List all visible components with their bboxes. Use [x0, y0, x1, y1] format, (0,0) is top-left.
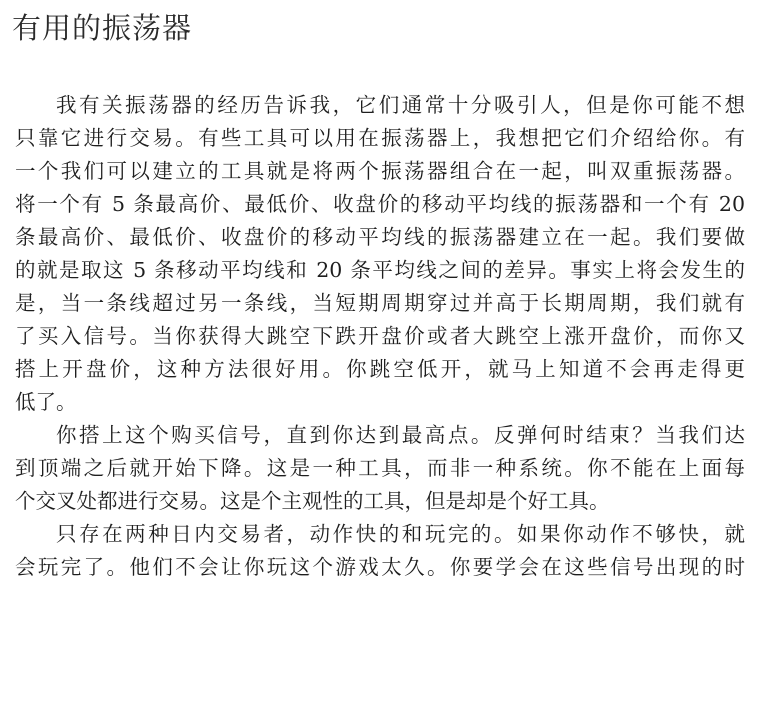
paragraph-line: 只靠它进行交易。有些工具可以用在振荡器上，我想把它们介绍给你。有: [15, 126, 745, 150]
paragraph-line: 我有关振荡器的经历告诉我，它们通常十分吸引人，但是你可能不想: [56, 93, 745, 117]
paragraph-line: 你搭上这个购买信号，直到你达到最高点。反弹何时结束？当我们达: [56, 423, 745, 447]
paragraph-line: 会玩完了。他们不会让你玩这个游戏太久。你要学会在这些信号出现的时: [15, 555, 745, 579]
paragraph-line: 条最高价、最低价、收盘价的移动平均线的振荡器建立在一起。我们要做: [15, 225, 745, 249]
paragraph-2: [15, 419, 745, 518]
paragraph-line: 一个我们可以建立的工具就是将两个振荡器组合在一起，叫双重振荡器。: [15, 159, 745, 183]
paragraph-line: 低了。: [15, 390, 77, 414]
page-title: 有用的振荡器: [12, 11, 193, 45]
paragraph-line: 是，当一条线超过另一条线，当短期周期穿过并高于长期周期，我们就有: [15, 291, 745, 315]
paragraph-line: 只存在两种日内交易者，动作快的和玩完的。如果你动作不够快，就: [56, 522, 745, 546]
paragraph-line: 搭上开盘价，这种方法很好用。你跳空低开，就马上知道不会再走得更: [15, 357, 745, 381]
paragraph-3: [15, 518, 745, 584]
paragraph-line: 将一个有 5 条最高价、最低价、收盘价的移动平均线的振荡器和一个有 20: [15, 192, 745, 216]
paragraph-line: 个交叉处都进行交易。这是个主观性的工具，但是却是个好工具。: [15, 489, 610, 513]
body-text: [15, 89, 745, 584]
paragraph-line: 了买入信号。当你获得大跳空下跌开盘价或者大跳空上涨开盘价，而你又: [15, 324, 745, 348]
paragraph-line: 的就是取这 5 条移动平均线和 20 条平均线之间的差异。事实上将会发生的: [15, 258, 745, 282]
paragraph-1: [15, 89, 745, 419]
paragraph-line: 到顶端之后就开始下降。这是一种工具，而非一种系统。你不能在上面每: [15, 456, 745, 480]
